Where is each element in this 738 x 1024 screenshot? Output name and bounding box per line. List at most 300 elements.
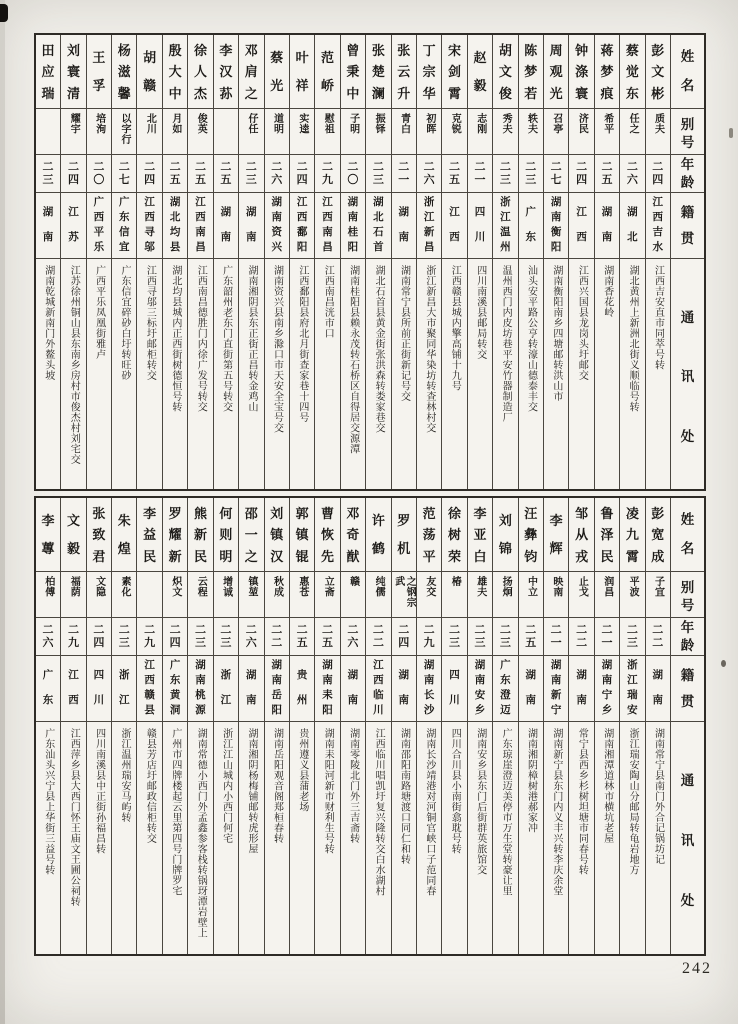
person-column <box>213 498 238 954</box>
native-place-cell <box>61 656 85 722</box>
glyph: 桂 <box>347 226 359 238</box>
glyph: 二 <box>626 160 638 173</box>
age-cell <box>519 155 543 193</box>
glyph: 龄 <box>680 637 695 653</box>
age-cell <box>544 618 568 656</box>
glyph: 温 <box>500 226 511 238</box>
glyph: 张 <box>371 42 385 58</box>
glyph: 别 <box>680 579 695 595</box>
glyph: 西 <box>576 231 587 243</box>
glyph: 一 <box>550 636 562 649</box>
glyph: 二 <box>144 160 156 173</box>
glyph: 洞 <box>169 704 181 716</box>
address-cell <box>214 722 238 954</box>
glyph: 川 <box>474 231 486 243</box>
alias-cell <box>569 109 593 155</box>
person-column <box>36 35 60 489</box>
header-alias <box>671 572 704 618</box>
glyph: 东 <box>500 674 511 686</box>
alias-cell <box>137 572 161 618</box>
header-age <box>671 155 704 193</box>
glyph: 西 <box>373 674 384 686</box>
alias-cell <box>315 572 339 618</box>
name-cell <box>163 35 187 109</box>
alias-cell <box>646 109 670 155</box>
glyph: 东 <box>625 85 639 101</box>
glyph: 西 <box>322 211 333 223</box>
alias-cell-text: 柏傅 <box>42 576 54 597</box>
alias-cell-text: 道明 <box>271 113 283 134</box>
name-cell <box>519 35 543 109</box>
glyph: 之 <box>244 85 258 101</box>
glyph: 浙 <box>220 669 232 681</box>
name-cell <box>442 35 466 109</box>
native-place-cell <box>392 656 416 722</box>
alias-cell <box>36 572 60 618</box>
name-cell <box>36 35 60 109</box>
native-place-cell <box>442 656 466 722</box>
glyph: 昌 <box>423 241 435 253</box>
alias-cell <box>137 109 161 155</box>
alias-cell <box>341 572 365 618</box>
address-cell <box>188 259 212 489</box>
glyph: 亚 <box>473 527 487 542</box>
glyph: 中 <box>168 85 182 101</box>
person-column <box>238 35 263 489</box>
glyph: 南 <box>271 211 282 223</box>
glyph: 南 <box>322 674 333 686</box>
glyph: 南 <box>550 674 562 686</box>
glyph: 机 <box>397 541 411 557</box>
glyph: 李 <box>41 512 55 528</box>
glyph: 江 <box>220 694 232 706</box>
glyph: 梦 <box>600 64 614 79</box>
name-cell <box>137 35 161 109</box>
glyph: 一 <box>474 173 486 186</box>
glyph: 四 <box>652 173 664 186</box>
alias-cell-text: 振铎 <box>373 113 385 134</box>
address-cell <box>315 722 339 954</box>
glyph: 陈 <box>524 42 538 58</box>
address-cell <box>468 259 492 489</box>
person-column <box>568 35 593 489</box>
glyph: 涤 <box>575 64 589 79</box>
person-column <box>492 35 517 489</box>
glyph: 二 <box>576 636 588 649</box>
native-place-cell <box>366 656 390 722</box>
name-cell <box>265 498 289 572</box>
directory-table-lower <box>34 496 706 956</box>
glyph: 六 <box>423 173 435 186</box>
native-place-cell <box>417 656 441 722</box>
alias-cell-text: 培洵 <box>93 113 105 134</box>
glyph: 江 <box>119 694 130 706</box>
alias-cell-text: 素化 <box>119 576 131 597</box>
glyph: 江 <box>500 211 511 223</box>
alias-cell <box>61 109 85 155</box>
address-cell <box>214 259 238 489</box>
glyph: 五 <box>449 173 461 186</box>
glyph: 五 <box>220 173 232 186</box>
address-cell <box>290 722 314 954</box>
glyph: 鄱 <box>296 226 308 238</box>
alias-cell <box>61 572 85 618</box>
alias-cell-text: 映南 <box>550 576 562 597</box>
glyph: 湖 <box>423 659 435 671</box>
alias-cell <box>519 109 543 155</box>
person-column <box>314 498 339 954</box>
glyph: 姓 <box>680 512 695 528</box>
glyph: 寰 <box>575 85 589 101</box>
native-place-cell <box>620 656 644 722</box>
native-place-cell <box>36 656 60 722</box>
address-cell <box>87 259 111 489</box>
name-cell <box>519 498 543 572</box>
alias-cell <box>366 109 390 155</box>
glyph: 二 <box>67 623 79 636</box>
age-cell <box>417 155 441 193</box>
glyph: 湖 <box>601 659 613 671</box>
glyph: 南 <box>525 694 537 706</box>
name-cell <box>468 498 492 572</box>
glyph: 二 <box>550 623 562 636</box>
address-cell <box>569 259 593 489</box>
alias-cell <box>87 109 111 155</box>
alias-cell <box>188 572 212 618</box>
glyph: 镇 <box>295 527 309 542</box>
address-cell-text: 江西兴国县龙岗头圩邮交 <box>576 265 588 381</box>
age-cell <box>112 618 136 656</box>
person-column <box>416 498 441 954</box>
glyph: 文 <box>498 64 512 79</box>
address-cell <box>61 259 85 489</box>
glyph: 东 <box>525 231 537 243</box>
glyph: 乡 <box>601 704 613 716</box>
name-cell <box>366 35 390 109</box>
native-place-cell <box>163 193 187 259</box>
glyph: 桃 <box>195 689 206 701</box>
alias-cell-text: 文隐 <box>93 576 105 597</box>
native-place-cell <box>341 656 365 722</box>
glyph: 树 <box>448 527 462 542</box>
glyph: 广 <box>169 659 181 671</box>
age-cell <box>341 155 365 193</box>
native-place-cell <box>214 193 238 259</box>
glyph: 九 <box>67 636 79 649</box>
glyph: 峤 <box>321 78 335 94</box>
glyph: 二 <box>601 160 613 173</box>
age-cell <box>392 155 416 193</box>
address-cell <box>544 259 568 489</box>
native-place-cell <box>493 656 517 722</box>
header-address <box>671 722 704 954</box>
address-cell <box>544 722 568 954</box>
address-cell-text: 四川南溪县中正街孙福昌转 <box>93 728 105 854</box>
name-cell <box>569 498 593 572</box>
alias-cell-text: 秋成 <box>271 576 283 597</box>
glyph: 宽 <box>651 527 665 542</box>
glyph: 中 <box>346 85 360 101</box>
glyph: 二 <box>652 160 664 173</box>
alias-cell-text: 子宜 <box>652 576 664 597</box>
glyph: 讯 <box>680 833 695 849</box>
glyph: 耀 <box>168 527 182 542</box>
name-cell <box>595 35 619 109</box>
glyph: 县 <box>169 241 181 253</box>
glyph: 三 <box>499 636 511 649</box>
glyph: 恢 <box>321 527 335 542</box>
glyph: 衡 <box>550 226 562 238</box>
address-cell-text: 赣县芳店圩邮政信柜转交 <box>144 728 156 844</box>
person-column <box>187 498 212 954</box>
glyph: 二 <box>652 636 664 649</box>
glyph: 阳 <box>271 704 282 716</box>
alias-cell <box>214 572 238 618</box>
glyph: 湖 <box>271 659 282 671</box>
header-alias <box>671 109 704 155</box>
address-cell-text: 汕头安平路公亨转濠山德泰丰交 <box>525 265 537 412</box>
glyph: 乐 <box>93 241 105 253</box>
address-cell <box>569 722 593 954</box>
person-column <box>518 498 543 954</box>
glyph: 南 <box>550 211 562 223</box>
glyph: 湖 <box>42 206 54 218</box>
alias-cell <box>265 109 289 155</box>
glyph: 五 <box>525 636 537 649</box>
glyph: 广 <box>500 659 511 671</box>
glyph: 先 <box>321 548 335 564</box>
glyph: 南 <box>652 694 664 706</box>
glyph: 新 <box>193 527 207 542</box>
age-cell <box>87 618 111 656</box>
address-cell <box>265 259 289 489</box>
native-place-cell <box>112 656 136 722</box>
glyph: 鹤 <box>371 541 385 557</box>
name-cell <box>87 35 111 109</box>
glyph: 四 <box>93 636 105 649</box>
glyph: 州 <box>500 241 511 253</box>
page-number: 242 <box>682 960 712 977</box>
glyph: 楚 <box>371 64 385 79</box>
name-cell <box>392 35 416 109</box>
glyph: 五 <box>296 636 308 649</box>
glyph: 南 <box>347 694 359 706</box>
person-column <box>111 35 136 489</box>
glyph: 范 <box>422 505 436 521</box>
alias-cell <box>265 572 289 618</box>
alias-cell-text: 希平 <box>601 113 613 134</box>
glyph: 水 <box>652 241 664 253</box>
native-place-cell <box>265 656 289 722</box>
glyph: 贯 <box>680 693 695 709</box>
native-place-cell <box>392 193 416 259</box>
alias-cell <box>620 109 644 155</box>
glyph: 湖 <box>652 669 664 681</box>
glyph: 湖 <box>398 669 409 681</box>
native-place-cell <box>544 656 568 722</box>
glyph: 君 <box>92 548 106 564</box>
alias-cell-text: 润昌 <box>601 576 613 597</box>
name-cell <box>544 498 568 572</box>
native-place-cell <box>214 656 238 722</box>
person-column <box>594 35 619 489</box>
alias-cell <box>112 109 136 155</box>
glyph: 南 <box>195 226 206 238</box>
native-place-cell <box>315 193 339 259</box>
alias-cell-text: 立斋 <box>322 576 334 597</box>
directory-table-upper <box>34 33 706 491</box>
scan-artifact <box>721 660 726 667</box>
glyph: 三 <box>525 173 537 186</box>
glyph: 通 <box>680 309 695 325</box>
glyph: 江 <box>449 206 460 218</box>
glyph: 李 <box>549 512 563 528</box>
glyph: 九 <box>423 636 435 649</box>
glyph: 川 <box>93 694 105 706</box>
person-column <box>162 35 187 489</box>
age-cell <box>646 155 670 193</box>
person-column <box>111 498 136 954</box>
glyph: 瑞 <box>627 689 638 701</box>
glyph: 李 <box>143 505 157 521</box>
address-cell-text: 江西鄱阳县府北月街查家巷十四号 <box>296 265 308 423</box>
address-cell <box>341 722 365 954</box>
glyph: 彭 <box>651 42 665 58</box>
glyph: 西 <box>296 211 308 223</box>
glyph: 宁 <box>550 704 562 716</box>
glyph: 六 <box>626 173 638 186</box>
glyph: 六 <box>347 636 359 649</box>
name-cell <box>366 498 390 572</box>
address-cell <box>493 722 517 954</box>
glyph: 钟 <box>575 42 589 58</box>
glyph: 张 <box>92 505 106 521</box>
address-cell-text: 江西赣县城内擎高铺十九号 <box>449 265 461 391</box>
address-cell <box>595 722 619 954</box>
glyph: 长 <box>423 689 435 701</box>
address-cell <box>392 259 416 489</box>
glyph: 蓴 <box>41 541 55 557</box>
glyph: 西 <box>144 211 155 223</box>
address-cell-text: 江西吉安直市同萃号转 <box>652 265 664 370</box>
native-place-cell <box>620 193 644 259</box>
alias-cell <box>417 572 441 618</box>
alias-cell-text: 北川 <box>144 113 156 134</box>
glyph: 湖 <box>474 659 486 671</box>
glyph: 觉 <box>625 64 639 79</box>
glyph: 五 <box>169 173 181 186</box>
alias-cell <box>544 572 568 618</box>
address-cell-text: 湖南湘阴县东正街正昌转金鸡山 <box>246 265 258 412</box>
glyph: 江 <box>322 196 333 208</box>
glyph: 锟 <box>295 548 309 564</box>
address-cell <box>163 722 187 954</box>
glyph: 二 <box>474 623 486 636</box>
glyph: 蔡 <box>270 49 284 65</box>
glyph: 九 <box>144 636 156 649</box>
name-cell <box>493 498 517 572</box>
person-column <box>36 498 60 954</box>
glyph: 西 <box>449 231 460 243</box>
glyph: 寰 <box>66 64 80 79</box>
glyph: 二 <box>499 160 511 173</box>
glyph: 寻 <box>144 226 155 238</box>
glyph: 二 <box>271 636 283 649</box>
name-cell <box>214 498 238 572</box>
glyph: 江 <box>195 196 206 208</box>
glyph: 王 <box>92 49 106 65</box>
address-cell <box>595 259 619 489</box>
address-cell-text: 广州市四牌楼起云里第四号门牌罗宅 <box>169 728 181 896</box>
glyph: 秉 <box>346 64 360 79</box>
name-cell <box>646 35 670 109</box>
glyph: 滋 <box>117 64 131 79</box>
glyph: 通 <box>680 773 695 789</box>
glyph: 一 <box>601 636 613 649</box>
person-column <box>60 498 85 954</box>
address-cell-text: 湖南长沙靖港对河铜官峡口子范同春 <box>423 728 435 896</box>
address-cell <box>519 259 543 489</box>
glyph: 年 <box>680 156 695 172</box>
native-place-cell <box>61 193 85 259</box>
glyph: 罗 <box>168 505 182 521</box>
glyph: 成 <box>651 548 665 564</box>
glyph: 彬 <box>651 85 665 101</box>
glyph: 瑞 <box>41 85 55 101</box>
native-place-cell <box>265 193 289 259</box>
glyph: 二 <box>372 160 384 173</box>
age-cell <box>519 618 543 656</box>
native-place-cell <box>519 193 543 259</box>
person-column <box>238 498 263 954</box>
glyph: 四 <box>169 636 181 649</box>
name-cell <box>239 35 263 109</box>
address-cell <box>61 722 85 954</box>
glyph: 七 <box>118 173 130 186</box>
glyph: 阳 <box>296 241 308 253</box>
name-cell <box>290 35 314 109</box>
age-cell <box>214 155 238 193</box>
alias-cell-text: 炽文 <box>169 576 181 597</box>
alias-cell-text: 济民 <box>576 113 588 134</box>
native-place-cell <box>595 193 619 259</box>
glyph: 首 <box>373 241 384 253</box>
glyph: 贵 <box>296 669 308 681</box>
person-column <box>264 498 289 954</box>
glyph: 名 <box>680 541 695 557</box>
address-cell-text: 湖南零陵北门外三吉斋转 <box>347 728 359 844</box>
person-column <box>340 35 365 489</box>
glyph: 二 <box>652 623 664 636</box>
glyph: 赣 <box>143 78 157 94</box>
glyph: 东 <box>169 674 181 686</box>
glyph: 彝 <box>524 527 538 542</box>
glyph: 广 <box>42 669 54 681</box>
glyph: 江 <box>576 206 587 218</box>
glyph: 毅 <box>473 78 487 94</box>
native-place-cell <box>290 656 314 722</box>
glyph: 奇 <box>346 527 360 542</box>
address-cell-text: 温州西门内皮坊巷平安竹器制造厂 <box>500 265 512 423</box>
glyph: 刘 <box>498 512 512 528</box>
address-cell <box>36 722 60 954</box>
name-cell <box>620 35 644 109</box>
alias-cell <box>442 109 466 155</box>
glyph: 川 <box>373 704 384 716</box>
glyph: 镇 <box>270 527 284 542</box>
glyph: 北 <box>169 211 181 223</box>
glyph: 姓 <box>680 49 695 65</box>
